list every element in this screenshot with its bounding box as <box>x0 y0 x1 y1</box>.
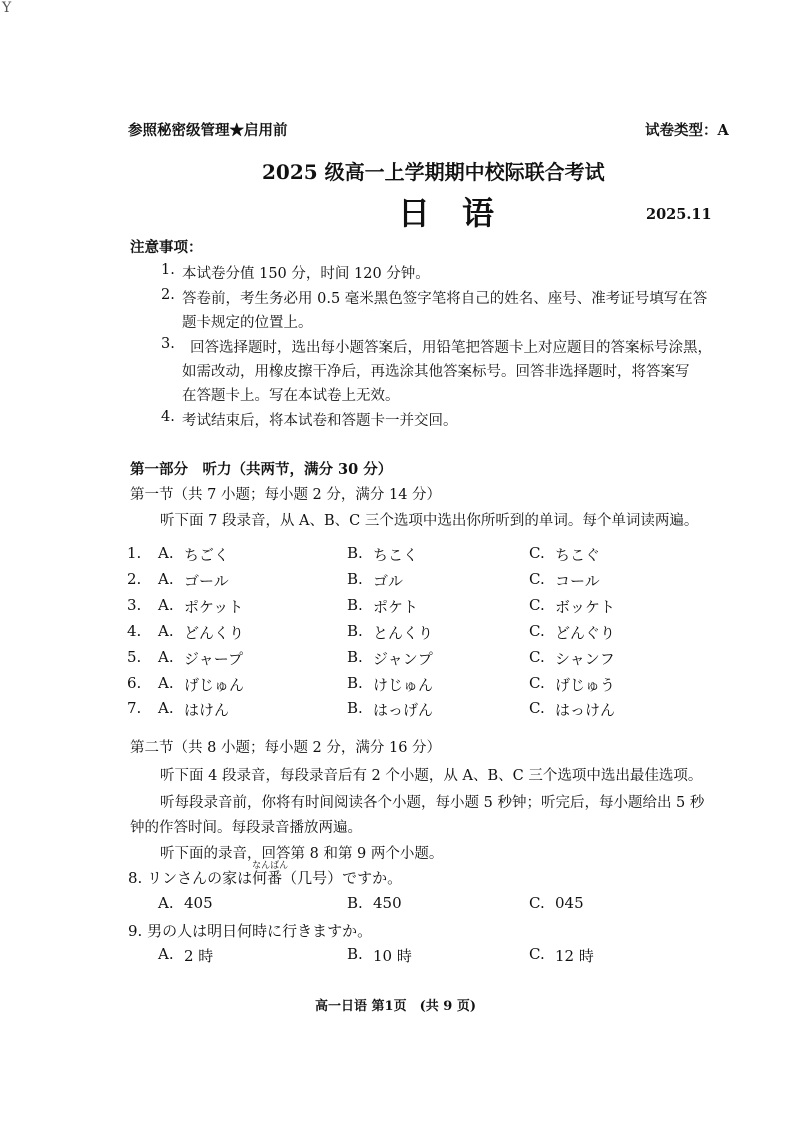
option-c-label: C. <box>529 674 545 692</box>
option-a-text: げじゅん <box>184 676 245 694</box>
section2-instruction-2-line-2: 钟的作答时间。每段录音播放两遍。 <box>130 820 362 836</box>
option-c-label: C. <box>529 648 545 666</box>
ruby-base: 何番 <box>252 869 283 887</box>
option-b-text: 450 <box>373 894 402 912</box>
option-a-label: A. <box>158 894 174 912</box>
option-b-label: B. <box>347 945 363 963</box>
question-number: 5. <box>127 648 142 666</box>
option-b-label: B. <box>347 596 363 614</box>
notice-item-3-line-1: 回答选择题时，选出每小题答案后，用铅笔把答题卡上对应题目的答案标号涂黑， <box>190 340 712 356</box>
corner-mark: Y <box>2 0 12 16</box>
option-a-text: ちごく <box>184 546 230 564</box>
section1-instruction: 听下面 7 段录音，从 A、B、C 三个选项中选出你所听到的单词。每个单词读两遍。 <box>160 513 699 529</box>
option-b-label: B. <box>347 648 363 666</box>
option-b-label: B. <box>347 544 363 562</box>
subject-title: 日 语 <box>398 194 495 232</box>
option-c-label: C. <box>529 945 545 963</box>
option-b-text: ゴル <box>373 572 404 590</box>
option-b-text: 10 時 <box>373 947 412 965</box>
page-footer: 高一日语 第1页 (共 9 页) <box>315 999 476 1014</box>
question-number: 3. <box>127 596 142 614</box>
option-c-label: C. <box>529 570 545 588</box>
option-b-label: B. <box>347 699 363 717</box>
option-c-label: C. <box>529 894 545 912</box>
option-c-text: どんぐり <box>555 624 616 642</box>
notice-item-3-line-2: 如需改动，用橡皮擦干净后，再选涂其他答案标号。回答非选择题时，将答案写 <box>182 364 690 380</box>
notice-item-3-num: 3. <box>161 336 175 352</box>
option-a-label: A. <box>158 596 174 614</box>
question-number: 4. <box>127 622 142 640</box>
notice-item-4-num: 4. <box>161 409 175 425</box>
option-a-label: A. <box>158 570 174 588</box>
option-a-text: どんくり <box>184 624 245 642</box>
option-c-text: コール <box>555 572 600 590</box>
question-number: 6. <box>127 674 142 692</box>
option-c-label: C. <box>529 596 545 614</box>
notice-item-2-num: 2. <box>161 287 175 303</box>
question-text: 男の人は明日何時に行きますか。 <box>147 922 373 940</box>
option-a-text: ゴール <box>184 572 229 590</box>
section2-instruction-1: 听下面 4 段录音，每段录音后有 2 个小题，从 A、B、C 三个选项中选出最佳选项。 <box>160 768 703 784</box>
question-number: 7. <box>127 699 142 717</box>
notice-item-3-line-3: 在答题卡上。写在本试卷上无效。 <box>182 388 400 404</box>
option-c-text: シャンフ <box>555 650 615 668</box>
notice-item-1-num: 1. <box>161 262 175 278</box>
option-a-label: A. <box>158 945 174 963</box>
option-b-label: B. <box>347 570 363 588</box>
option-a-text: ポケット <box>184 598 244 616</box>
exam-title: 2025 级高一上学期期中校际联合考试 <box>262 160 605 184</box>
notice-heading: 注意事项： <box>130 239 203 256</box>
option-b-text: はっげん <box>373 701 434 719</box>
ruby-reading: なんばん <box>252 861 289 871</box>
question-text-tail: （几号）ですか。 <box>282 869 403 887</box>
option-a-text: はけん <box>184 701 230 719</box>
option-b-text: ジャンプ <box>373 650 433 668</box>
option-a-label: A. <box>158 699 174 717</box>
option-c-text: ボッケト <box>555 598 616 616</box>
option-c-label: C. <box>529 544 545 562</box>
option-b-text: ポケト <box>373 598 419 616</box>
option-b-text: とんくり <box>373 624 434 642</box>
option-b-text: けじゅん <box>373 676 434 694</box>
option-a-label: A. <box>158 674 174 692</box>
option-a-text: 405 <box>184 894 213 912</box>
notice-item-1-text: 本试卷分值 150 分，时间 120 分钟。 <box>182 266 430 282</box>
question-9 <box>128 920 372 941</box>
notice-item-4-text: 考试结束后，将本试卷和答题卡一并交回。 <box>182 413 458 429</box>
ruby-word <box>252 861 289 888</box>
question-number: 1. <box>127 544 142 562</box>
confidentiality-label: 参照秘密级管理★启用前 <box>128 122 288 139</box>
option-c-label: C. <box>529 699 545 717</box>
option-b-label: B. <box>347 622 363 640</box>
option-c-text: 12 時 <box>555 947 594 965</box>
section1-heading: 第一节（共 7 小题；每小题 2 分，满分 14 分） <box>130 487 442 503</box>
question-number: 9. <box>128 922 143 940</box>
notice-item-2-line-2: 题卡规定的位置上。 <box>182 315 313 331</box>
part1-heading: 第一部分 听力（共两节，满分 30 分） <box>130 461 393 478</box>
option-b-label: B. <box>347 894 363 912</box>
option-c-text: はっけん <box>555 701 616 719</box>
paper-type-label: 试卷类型：A <box>645 122 729 139</box>
option-a-text: ジャープ <box>184 650 243 668</box>
section2-instruction-2-line-1: 听每段录音前，你将有时间阅读各个小题，每小题 5 秒钟；听完后，每小题给出 5 秒 <box>160 795 705 811</box>
option-b-label: B. <box>347 674 363 692</box>
option-a-label: A. <box>158 544 174 562</box>
question-number: 2. <box>127 570 142 588</box>
question-number: 8. <box>128 869 143 887</box>
question-text: リンさんの家は <box>147 869 253 887</box>
exam-date: 2025.11 <box>646 206 712 223</box>
option-a-label: A. <box>158 648 174 666</box>
question-8 <box>128 861 403 888</box>
section2-heading: 第二节（共 8 小题；每小题 2 分，满分 16 分） <box>130 740 442 756</box>
option-c-text: 045 <box>555 894 584 912</box>
notice-item-2-line-1: 答卷前，考生务必用 0.5 毫米黑色签字笔将自己的姓名、座号、准考证号填写在答 <box>182 291 708 307</box>
option-c-text: ちこぐ <box>555 546 601 564</box>
option-a-text: 2 時 <box>184 947 214 965</box>
option-c-text: げじゅう <box>555 676 616 694</box>
section2-instruction-3: 听下面的录音，回答第 8 和第 9 两个小题。 <box>160 846 444 862</box>
option-b-text: ちこく <box>373 546 419 564</box>
option-a-label: A. <box>158 622 174 640</box>
option-c-label: C. <box>529 622 545 640</box>
